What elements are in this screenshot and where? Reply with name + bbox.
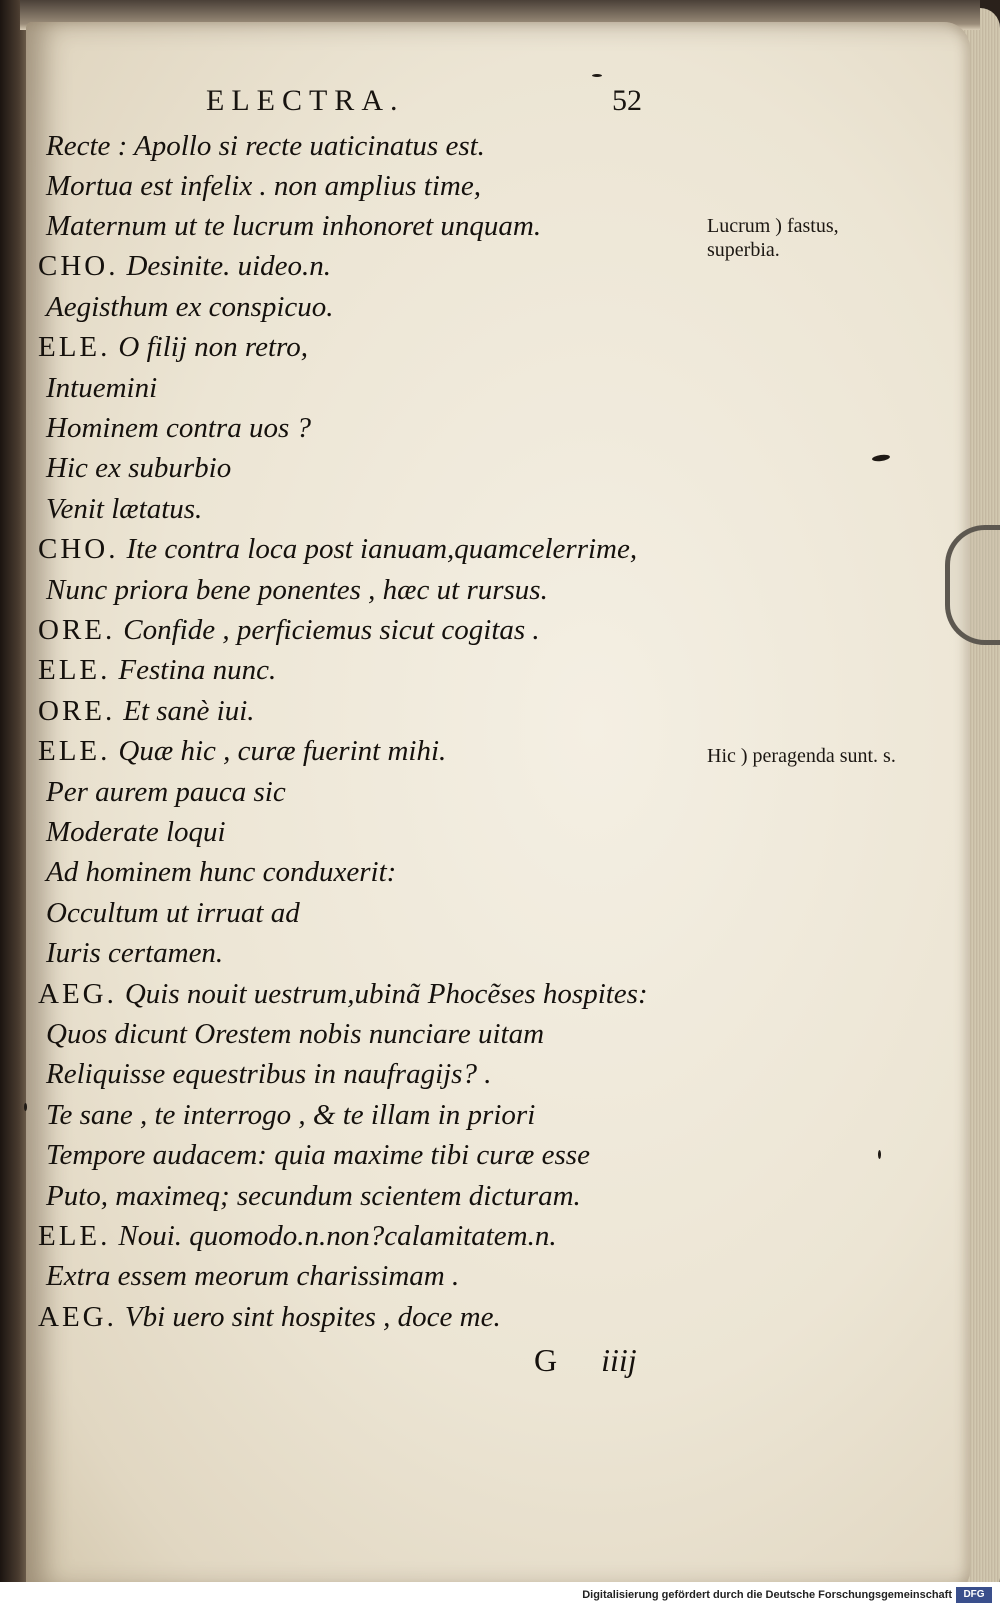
- ink-speck: [592, 74, 602, 77]
- ink-speck: [24, 1103, 27, 1111]
- text-line: Venit lætatus.: [46, 493, 203, 525]
- margin-note: Hic ) peragenda sunt. s.: [707, 745, 896, 767]
- text-line: AEG. Vbi uero sint hospites , doce me.: [38, 1301, 501, 1333]
- text-line: Hic ex suburbio: [46, 452, 232, 484]
- text-line: Maternum ut te lucrum inhonoret unquam.: [46, 210, 542, 242]
- ink-speck: [878, 1150, 881, 1159]
- text-line: ELE. O filij non retro,: [38, 331, 308, 363]
- text-line: Reliquisse equestribus in naufragijs? .: [46, 1058, 492, 1090]
- text-line: Ad hominem hunc conduxerit:: [46, 856, 397, 888]
- text-line: ELE. Quæ hic , curæ fuerint mihi.: [38, 735, 447, 767]
- text-line: ORE. Et sanè iui.: [38, 695, 255, 727]
- text-line: Per aurem pauca sic: [46, 776, 286, 808]
- text-line: ORE. Confide , perficiemus sicut cogitas .: [38, 614, 540, 646]
- text-line: Extra essem meorum charissimam .: [46, 1260, 460, 1292]
- signature-number: iiij: [601, 1342, 637, 1378]
- text-line: ELE. Noui. quomodo.n.non?calamitatem.n.: [38, 1220, 557, 1252]
- text-line: Iuris certamen.: [46, 937, 224, 969]
- text-line: Mortua est infelix . non amplius time,: [46, 170, 481, 202]
- text-line: AEG. Quis nouit uestrum,ubinã Phocẽses hospites:: [38, 978, 648, 1010]
- text-line: Occultum ut irruat ad: [46, 897, 300, 929]
- page-number: 52: [612, 84, 642, 117]
- text-line: Tempore audacem: quia maxime tibi curæ esse: [46, 1139, 590, 1171]
- page-header: [0, 84, 1000, 124]
- margin-note: Lucrum ) fastus, superbia.: [707, 215, 839, 261]
- text-line: Intuemini: [46, 372, 158, 404]
- dfg-logo: DFG: [956, 1587, 992, 1603]
- text-line: Recte : Apollo si recte uaticinatus est.: [46, 130, 485, 162]
- book-clip-icon: [945, 525, 1000, 645]
- text-line: Hominem contra uos ?: [46, 412, 312, 444]
- funding-credit: Digitalisierung gefördert durch die Deutsche Forschungsgemeinschaft: [582, 1589, 952, 1601]
- text-line: CHO. Ite contra loca post ianuam,quamcelerrime,: [38, 533, 638, 565]
- running-title: ELECTRA.: [206, 84, 405, 117]
- signature-letter: G: [534, 1342, 558, 1378]
- signature-mark: [534, 1342, 637, 1379]
- text-line: CHO. Desinite. uideo.n.: [38, 250, 332, 282]
- text-line: Puto, maximeq; secundum scientem dicturam.: [46, 1180, 581, 1212]
- text-line: Te sane , te interrogo , & te illam in priori: [46, 1099, 536, 1131]
- text-line: Aegisthum ex conspicuo.: [46, 291, 334, 323]
- text-line: ELE. Festina nunc.: [38, 654, 277, 686]
- text-line: Moderate loqui: [46, 816, 226, 848]
- text-line: Nunc priora bene ponentes , hæc ut rursus.: [46, 574, 548, 606]
- text-line: Quos dicunt Orestem nobis nunciare uitam: [46, 1018, 545, 1050]
